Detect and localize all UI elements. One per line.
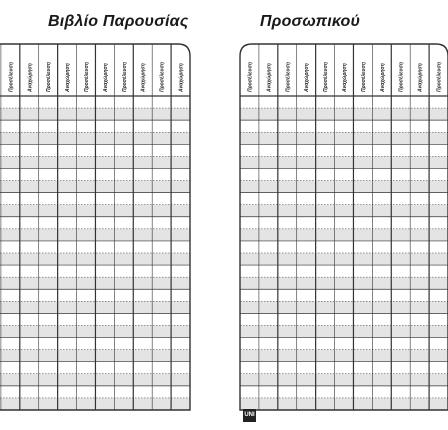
right-row-shade: [240, 205, 448, 217]
right-column-header: Προσέλευση: [360, 62, 367, 92]
right-row-shade: [240, 277, 448, 289]
right-attendance-page: [240, 44, 448, 410]
right-row-shade: [240, 350, 448, 362]
right-column-header: Αναχώρηση: [379, 63, 386, 92]
right-row-shade: [240, 398, 448, 410]
right-row-shade: [240, 374, 448, 386]
right-column-header: Αναχώρηση: [342, 63, 348, 92]
right-page-title: Προσωπικού: [260, 13, 361, 30]
left-page-title: Βιβλίο Παρουσίας: [48, 13, 189, 30]
left-column-header: Προσέλευση: [8, 62, 15, 92]
left-column-header: Αναχώρηση: [178, 63, 185, 92]
left-column-header: Αναχώρηση: [27, 63, 34, 92]
brand-logo: UNI: [243, 409, 256, 422]
left-column-header: Προσέλευση: [121, 62, 128, 92]
right-column-header: Προσέλευση: [247, 62, 254, 92]
right-column-header: Προσέλευση: [323, 62, 330, 92]
right-row-shade: [240, 253, 448, 265]
right-row-shade: [240, 181, 448, 193]
left-column-header: Προσέλευση: [46, 62, 53, 92]
right-column-header: Προσέλευση: [285, 62, 292, 92]
right-row-shade: [240, 229, 448, 241]
right-column-header: Προσέλευση: [398, 62, 405, 92]
right-column-header: Αναχώρηση: [266, 63, 273, 92]
left-attendance-grid: [0, 44, 190, 410]
right-column-header: Προσέλευση: [436, 62, 443, 92]
right-row-shade: [240, 132, 448, 144]
right-row-shade: [240, 325, 448, 337]
left-column-header: Προσέλευση: [159, 62, 166, 92]
left-column-header: Προσέλευση: [84, 62, 90, 92]
left-attendance-page: [0, 44, 190, 410]
right-row-shade: [240, 301, 448, 313]
right-row-shade: [240, 156, 448, 168]
left-column-header: Αναχώρηση: [140, 63, 147, 92]
right-column-header: Αναχώρηση: [304, 63, 311, 92]
left-column-header: Αναχώρηση: [65, 63, 72, 92]
right-row-shade: [240, 108, 448, 120]
right-attendance-grid: [240, 44, 448, 410]
left-column-header: Αναχώρηση: [102, 63, 109, 92]
right-column-header: Αναχώρηση: [417, 63, 424, 92]
